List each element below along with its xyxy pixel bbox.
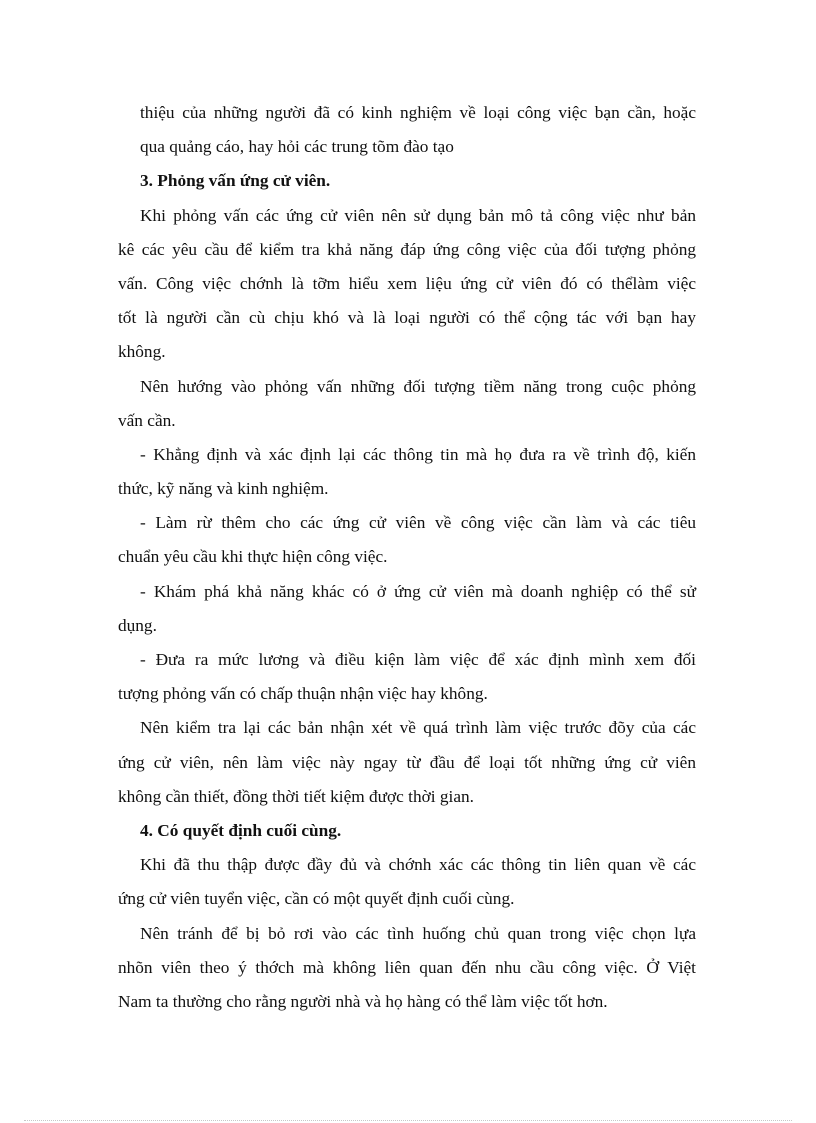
paragraph-line: nhõn viên theo ý thớch mà không liên quan đến nhu cầu công việc. Ở Việt [118,957,696,977]
paragraph-line: tốt là người cần cù chịu khó và là loại người có thể cộng tác với bạn hay [118,308,696,328]
paragraph-line: chuẩn yêu cầu khi thực hiện công việc. [118,547,388,567]
paragraph-line: Nên kiểm tra lại các bản nhận xét về quá trình làm việc trước đõy của các [140,718,696,738]
paragraph-line: - Khẳng định và xác định lại các thông tin mà họ đưa ra về trình độ, kiến [140,444,696,464]
paragraph-line: kê các yêu cầu để kiểm tra khả năng đáp ứng công việc của đối tượng phỏng [118,239,696,259]
paragraph-line: vấn cần. [118,410,176,430]
paragraph-line: - Khám phá khả năng khác có ở ứng cử viên mà doanh nghiệp có thể sử [140,581,696,601]
paragraph-line: - Đưa ra mức lương và điều kiện làm việc để xác định mình xem đối [140,650,696,669]
paragraph-line: Nam ta thường cho rằng người nhà và họ hàng có thể làm việc tốt hơn. [118,991,608,1011]
paragraph-line: thức, kỹ năng và kinh nghiệm. [118,479,329,499]
document-body [118,96,696,1019]
paragraph-line: Khi đã thu thập được đầy đủ và chớnh xác các thông tin liên quan về các [140,855,696,875]
page-bottom-divider [24,1120,792,1121]
paragraph-line: qua quảng cáo, hay hỏi các trung tõm đào tạo [140,137,454,157]
paragraph-line: - Làm rừ thêm cho các ứng cử viên về công việc cần làm và các tiêu [140,513,696,533]
paragraph-line: dụng. [118,615,157,635]
paragraph-line: tượng phỏng vấn có chấp thuận nhận việc hay không. [118,684,488,704]
paragraph-line: không cần thiết, đồng thời tiết kiệm được thời gian. [118,786,474,806]
paragraph-line: Nên hướng vào phỏng vấn những đối tượng tiềm năng trong cuộc phỏng [140,376,696,396]
section-heading: 4. Có quyết định cuối cùng. [140,820,342,840]
paragraph-line: ứng cử viên tuyển việc, cần có một quyết định cuối cùng. [118,889,515,909]
paragraph-line: Nên tránh để bị bỏ rơi vào các tình huống chủ quan trong việc chọn lựa [140,923,696,943]
paragraph-line: thiệu của những người đã có kinh nghiệm về loại công việc bạn cần, hoặc [140,103,696,122]
paragraph-line: ứng cử viên, nên làm việc này ngay từ đầu để loại tốt những ứng cử viên [118,752,696,772]
paragraph-line: không. [118,342,166,362]
paragraph-line: Khi phỏng vấn các ứng cử viên nên sử dụng bản mô tả công việc như bản [140,205,696,225]
paragraph-line: vấn. Công việc chớnh là tỡm hiểu xem liệu ứng cử viên đó có thểlàm việc [118,273,696,293]
section-heading: 3. Phỏng vấn ứng cử viên. [140,171,331,191]
